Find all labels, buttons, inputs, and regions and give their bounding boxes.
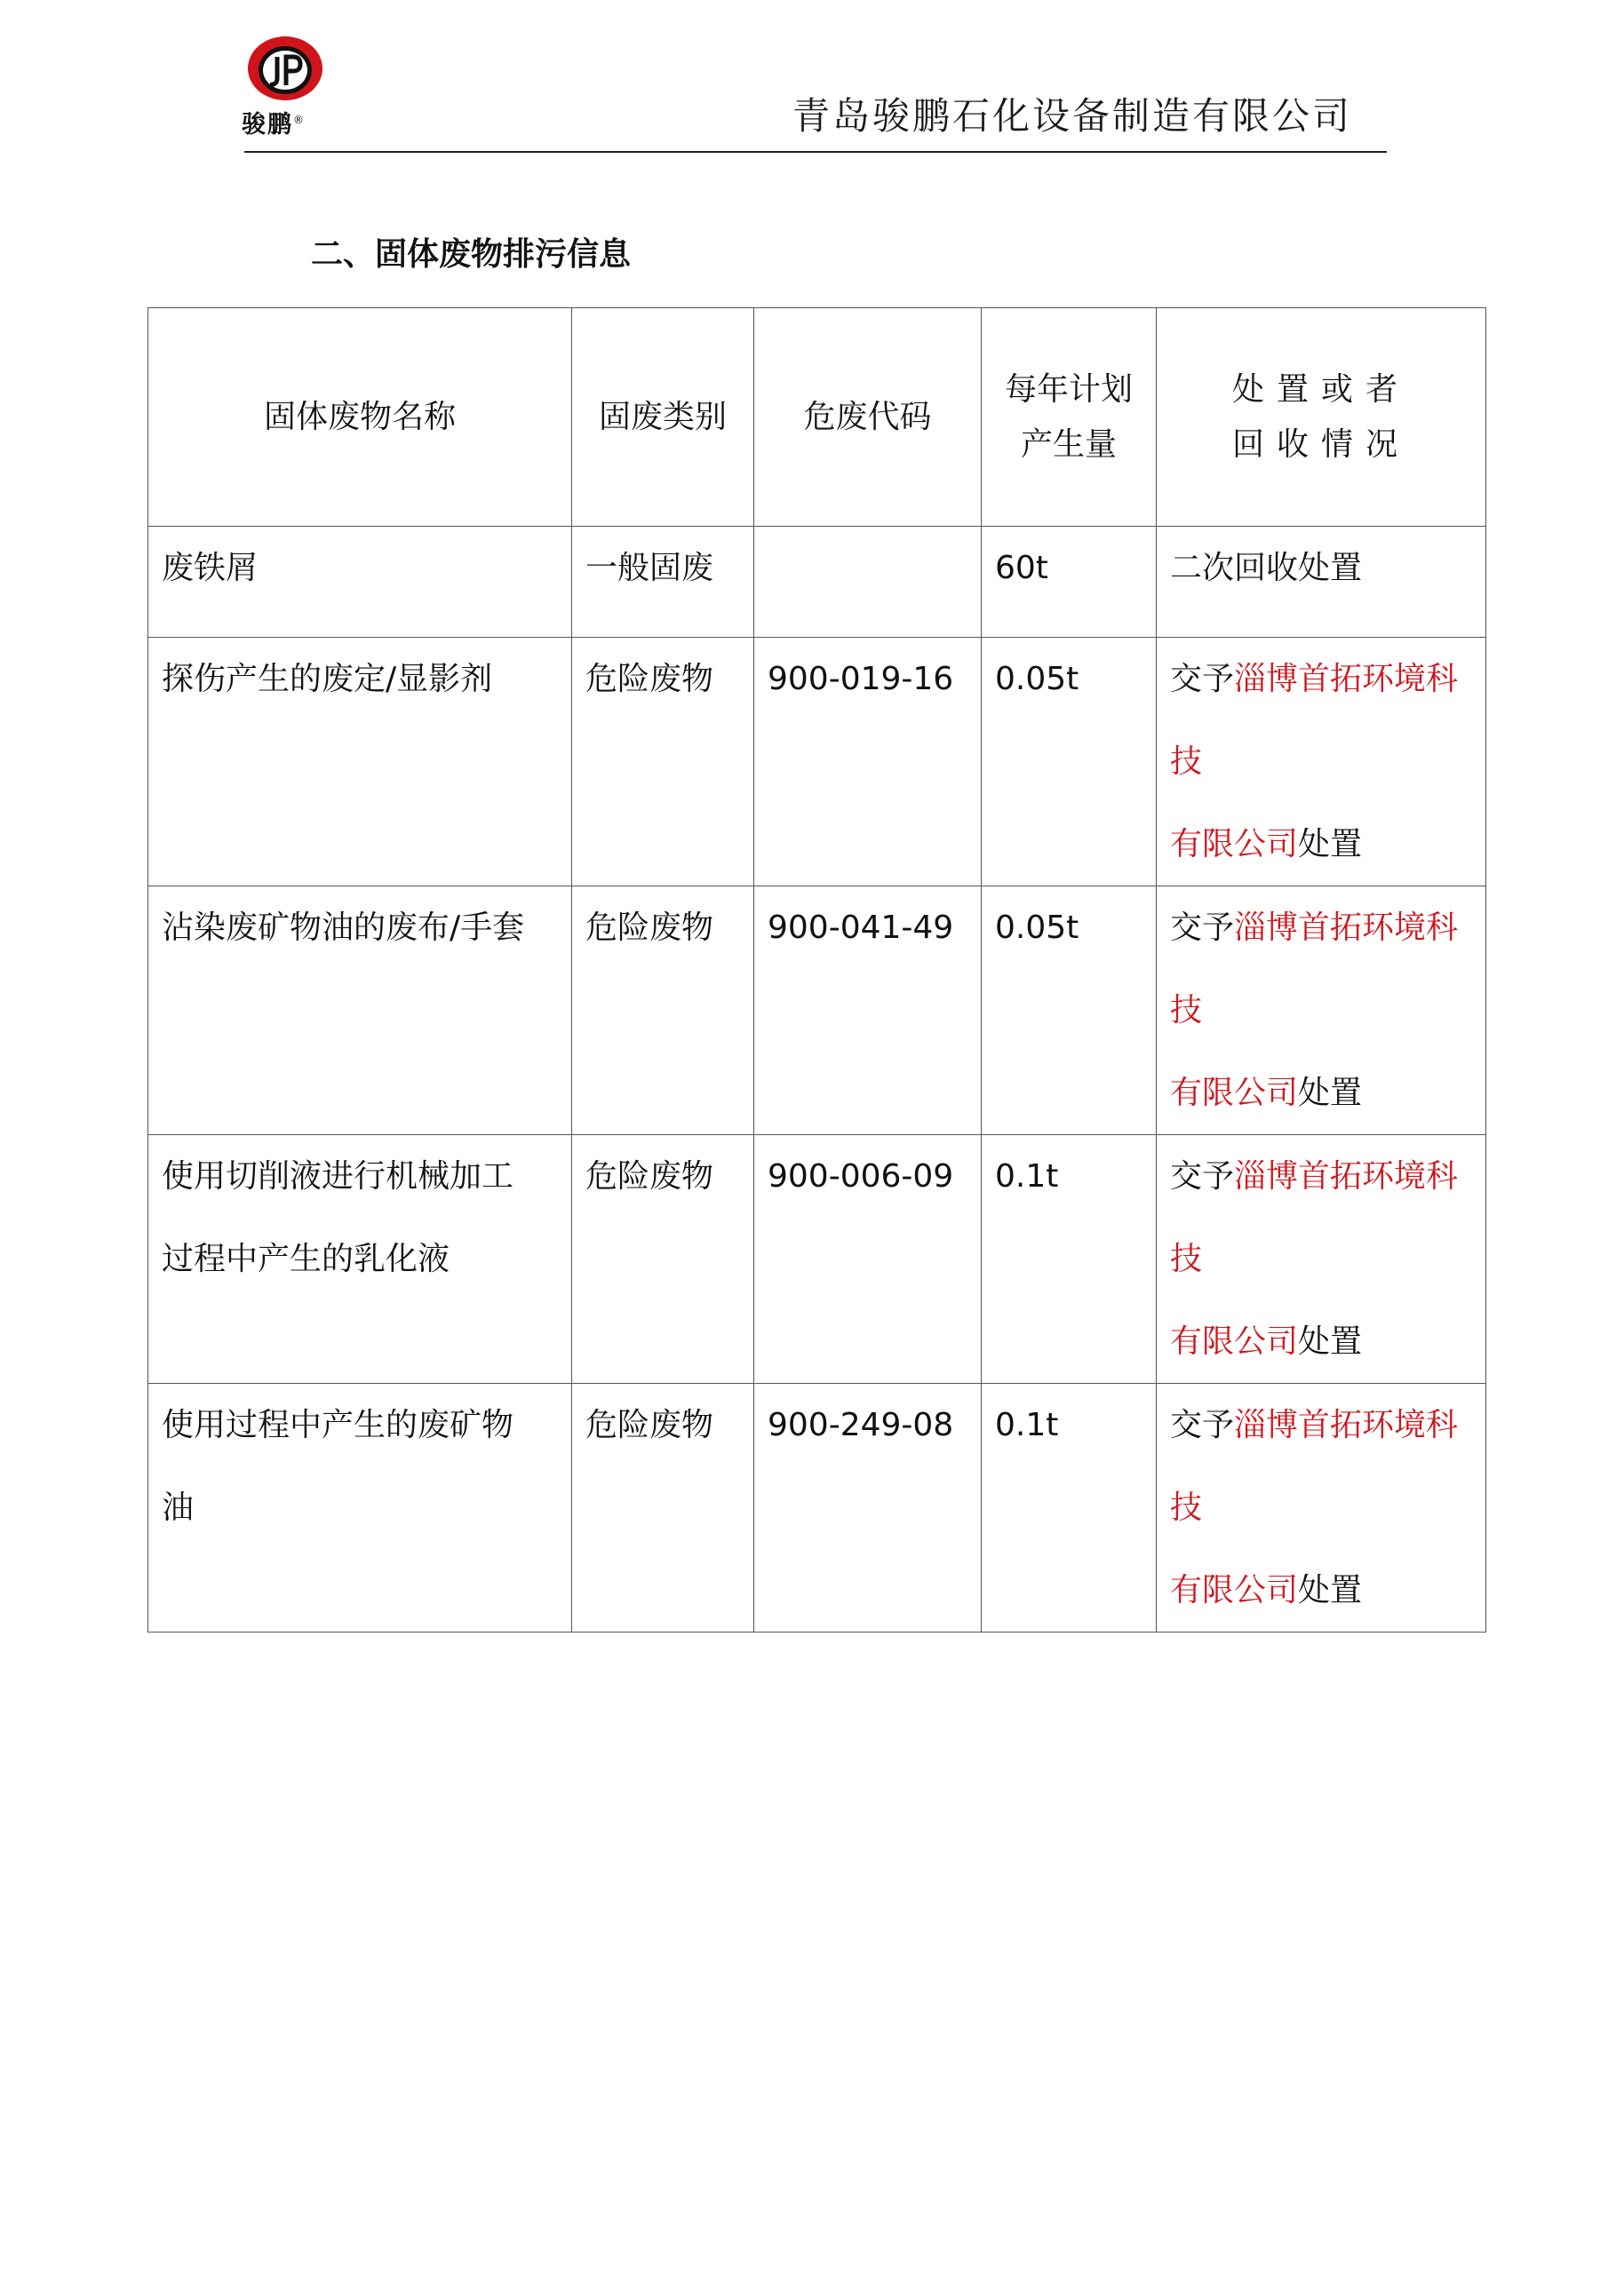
disposal-company: 有限公司 xyxy=(1170,1572,1299,1609)
disposal-line1: 交予淄博首拓环境科技 xyxy=(1170,1158,1459,1277)
header-code: 危废代码 xyxy=(754,308,982,527)
cell-category: 危险废物 xyxy=(572,638,754,886)
cell-disposal xyxy=(1157,638,1486,886)
disposal-company: 淄博首拓环境科技 xyxy=(1170,910,1459,1029)
cell-disposal xyxy=(1157,1135,1486,1384)
header-category: 固废类别 xyxy=(572,308,754,527)
cell-category: 一般固废 xyxy=(572,527,754,638)
section-title: 二、固体废物排污信息 xyxy=(311,236,632,273)
header-disposal-line1: 处置或者 xyxy=(1231,370,1410,408)
solid-waste-table xyxy=(147,307,1486,1633)
table-row xyxy=(148,886,1486,1135)
header-disposal-line2: 回收情况 xyxy=(1231,425,1410,463)
cell-code: 900-249-08 xyxy=(754,1384,982,1633)
disposal-company: 有限公司 xyxy=(1170,1323,1299,1360)
cell-category: 危险废物 xyxy=(572,1135,754,1384)
disposal-company: 淄博首拓环境科技 xyxy=(1170,1407,1459,1526)
disposal-line1: 交予淄博首拓环境科技 xyxy=(1170,910,1459,1029)
disposal-company: 淄博首拓环境科技 xyxy=(1170,1158,1459,1277)
table-row xyxy=(148,638,1486,886)
disposal-company: 有限公司 xyxy=(1170,1075,1299,1111)
header-amount xyxy=(982,308,1157,527)
header-name: 固体废物名称 xyxy=(148,308,572,527)
cell-amount: 0.05t xyxy=(982,886,1157,1135)
cell-name: 废铁屑 xyxy=(148,527,572,638)
table-header-row xyxy=(148,308,1486,527)
cell-code xyxy=(754,527,982,638)
disposal-line2: 有限公司处置 xyxy=(1170,1572,1363,1609)
company-logo xyxy=(240,36,329,142)
company-name: 青岛骏鹏石化设备制造有限公司 xyxy=(792,94,1352,138)
header-disposal xyxy=(1157,308,1486,527)
cell-name: 使用过程中产生的废矿物 油 xyxy=(148,1384,572,1633)
disposal-line2: 有限公司处置 xyxy=(1170,1323,1363,1360)
table-row xyxy=(148,527,1486,638)
cell-amount: 0.1t xyxy=(982,1384,1157,1633)
cell-name: 探伤产生的废定/显影剂 xyxy=(148,638,572,886)
cell-code: 900-019-16 xyxy=(754,638,982,886)
disposal-line2: 有限公司处置 xyxy=(1170,1075,1363,1111)
cell-category: 危险废物 xyxy=(572,1384,754,1633)
cell-name: 使用切削液进行机械加工 过程中产生的乳化液 xyxy=(148,1135,572,1384)
cell-code: 900-006-09 xyxy=(754,1135,982,1384)
cell-name: 沾染废矿物油的废布/手套 xyxy=(148,886,572,1135)
header-amount-line1: 每年计划 xyxy=(1004,370,1133,408)
cell-amount: 0.05t xyxy=(982,638,1157,886)
table-row xyxy=(148,1384,1486,1633)
cell-disposal: 二次回收处置 xyxy=(1157,527,1486,638)
header-divider xyxy=(244,151,1387,153)
cell-disposal xyxy=(1157,886,1486,1135)
cell-amount: 0.1t xyxy=(982,1135,1157,1384)
header-amount-line2: 产生量 xyxy=(1020,425,1117,463)
table-row xyxy=(148,1135,1486,1384)
cell-amount: 60t xyxy=(982,527,1157,638)
cell-category: 危险废物 xyxy=(572,886,754,1135)
disposal-line1: 交予淄博首拓环境科技 xyxy=(1170,1407,1459,1526)
logo-text: 骏鹏® xyxy=(242,111,306,139)
disposal-company: 有限公司 xyxy=(1170,826,1299,862)
cell-disposal xyxy=(1157,1384,1486,1633)
disposal-line1: 交予淄博首拓环境科技 xyxy=(1170,661,1459,780)
cell-code: 900-041-49 xyxy=(754,886,982,1135)
disposal-company: 淄博首拓环境科技 xyxy=(1170,661,1459,780)
logo-emblem-icon xyxy=(247,36,323,101)
disposal-line2: 有限公司处置 xyxy=(1170,826,1363,862)
